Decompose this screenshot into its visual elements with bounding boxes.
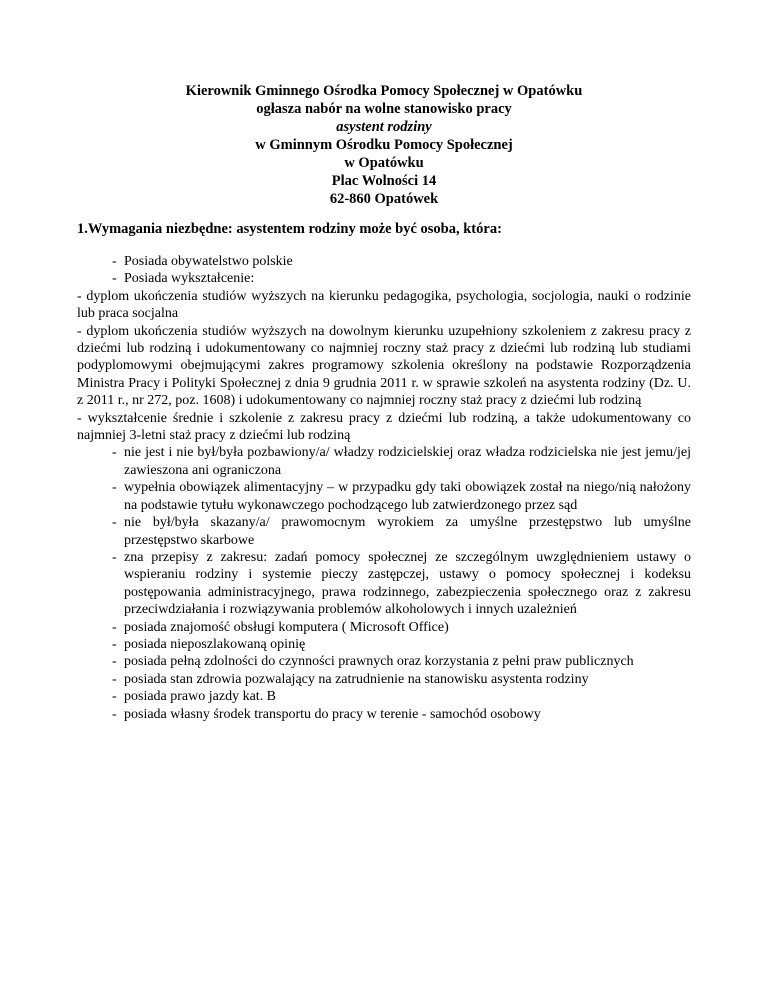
list-item-text: zna przepisy z zakresu: zadań pomocy społecznej ze szczególnym uwzględnieniem ustawy o wspieraniu rodziny i systemie pieczy zastępczej, ustawy o pomocy społecznej i kodeksu postępowania administracyjnego, prawa rodzinnego, zabezpieczenia społecznego oraz z zakresu przeciwdziałania i rozwiązywania problemów alkoholowych i innych uzależnień <box>124 549 691 618</box>
header-line-institution: w Gminnym Ośrodku Pomocy Społecznej <box>255 137 513 153</box>
list-item <box>77 706 691 723</box>
list-dash: - <box>112 515 117 531</box>
list-item-text: posiada znajomość obsługi komputera ( Microsoft Office) <box>124 619 449 635</box>
list-dash: - <box>112 254 117 269</box>
requirements-heading: 1.Wymagania niezbędne: asystentem rodziny może być osoba, która: <box>77 221 502 237</box>
header-line-announcement: ogłasza nabór na wolne stanowisko pracy <box>256 101 512 117</box>
list-item <box>77 514 691 549</box>
requirements-list <box>77 253 691 723</box>
list-dash: - <box>112 671 117 687</box>
list-dash: - <box>112 480 117 496</box>
list-item-text: wypełnia obowiązek alimentacyjny – w przypadku gdy taki obowiązek został na niego/nią nałożony na podstawie tytułu wykonawczego pochodzącego lub zatwierdzonego przez sąd <box>124 480 691 513</box>
list-dash: - <box>112 654 117 670</box>
list-item-text: posiada własny środek transportu do pracy w terenie - samochód osobowy <box>124 706 541 722</box>
list-item <box>77 688 691 705</box>
list-item-text: posiada pełną zdolności do czynności prawnych oraz korzystania z pełni praw publicznych <box>124 654 634 670</box>
list-dash: - <box>112 619 117 635</box>
list-item-text: posiada nieposzlakowaną opinię <box>124 636 306 652</box>
education-option: - dyplom ukończenia studiów wyższych na dowolnym kierunku uzupełniony szkoleniem z zakresu pracy z dziećmi lub rodziną i udokumentowany co najmniej roczny staż pracy z dziećmi lub rodziną lub studiami podyplomowymi obejmującymi zakres programowy szkolenia określony na podstawie Rozporządzenia Ministra Pracy i Polityki Społecznej z dnia 9 grudnia 2011 r. w sprawie szkoleń na asystenta rodziny (Dz. U. z 2011 r., nr 272, poz. 1608) i udokumentowany co najmniej roczny staż pracy z dziećmi lub rodziną <box>77 323 691 409</box>
list-dash: - <box>112 689 117 705</box>
list-item-text: posiada stan zdrowia pozwalający na zatrudnienie na stanowisku asystenta rodziny <box>124 671 589 687</box>
list-item <box>77 253 691 270</box>
header-line-title: Kierownik Gminnego Ośrodka Pomocy Społecznej w Opatówku <box>185 83 583 99</box>
list-dash: - <box>112 549 117 565</box>
header-line-position: asystent rodziny <box>336 119 432 135</box>
header-line-town: w Opatówku <box>344 155 424 171</box>
list-item-text: Posiada wykształcenie: <box>124 271 255 287</box>
list-item <box>77 444 691 479</box>
list-item <box>77 479 691 514</box>
list-dash: - <box>112 271 117 287</box>
list-item <box>77 619 691 636</box>
list-item <box>77 653 691 670</box>
list-dash: - <box>112 445 117 461</box>
list-item-text: nie jest i nie był/była pozbawiony/a/ władzy rodzicielskiej oraz władza rodzicielska nie jest jemu/jej zawieszona ani ograniczona <box>124 445 691 478</box>
header-line-street: Plac Wolności 14 <box>331 173 437 189</box>
list-item <box>77 671 691 688</box>
education-option: - wykształcenie średnie i szkolenie z zakresu pracy z dziećmi lub rodziną, a także udokumentowany co najmniej 3-letni staż pracy z dziećmi lub rodziną <box>77 410 691 444</box>
education-option: - dyplom ukończenia studiów wyższych na kierunku pedagogika, psychologia, socjologia, nauki o rodzinie lub praca socjalna <box>77 288 691 322</box>
list-dash: - <box>112 706 117 722</box>
list-dash: - <box>112 636 117 652</box>
list-item <box>77 270 691 287</box>
header-line-postcode: 62-860 Opatówek <box>329 191 439 207</box>
list-item-text: Posiada obywatelstwo polskie <box>124 254 293 269</box>
announcement-header <box>0 82 768 208</box>
list-item <box>77 636 691 653</box>
list-item <box>77 549 691 619</box>
list-item-text: nie był/była skazany/a/ prawomocnym wyrokiem za umyślne przestępstwo lub umyślne przestępstwo skarbowe <box>124 515 691 548</box>
list-item-text: posiada prawo jazdy kat. B <box>124 689 277 705</box>
